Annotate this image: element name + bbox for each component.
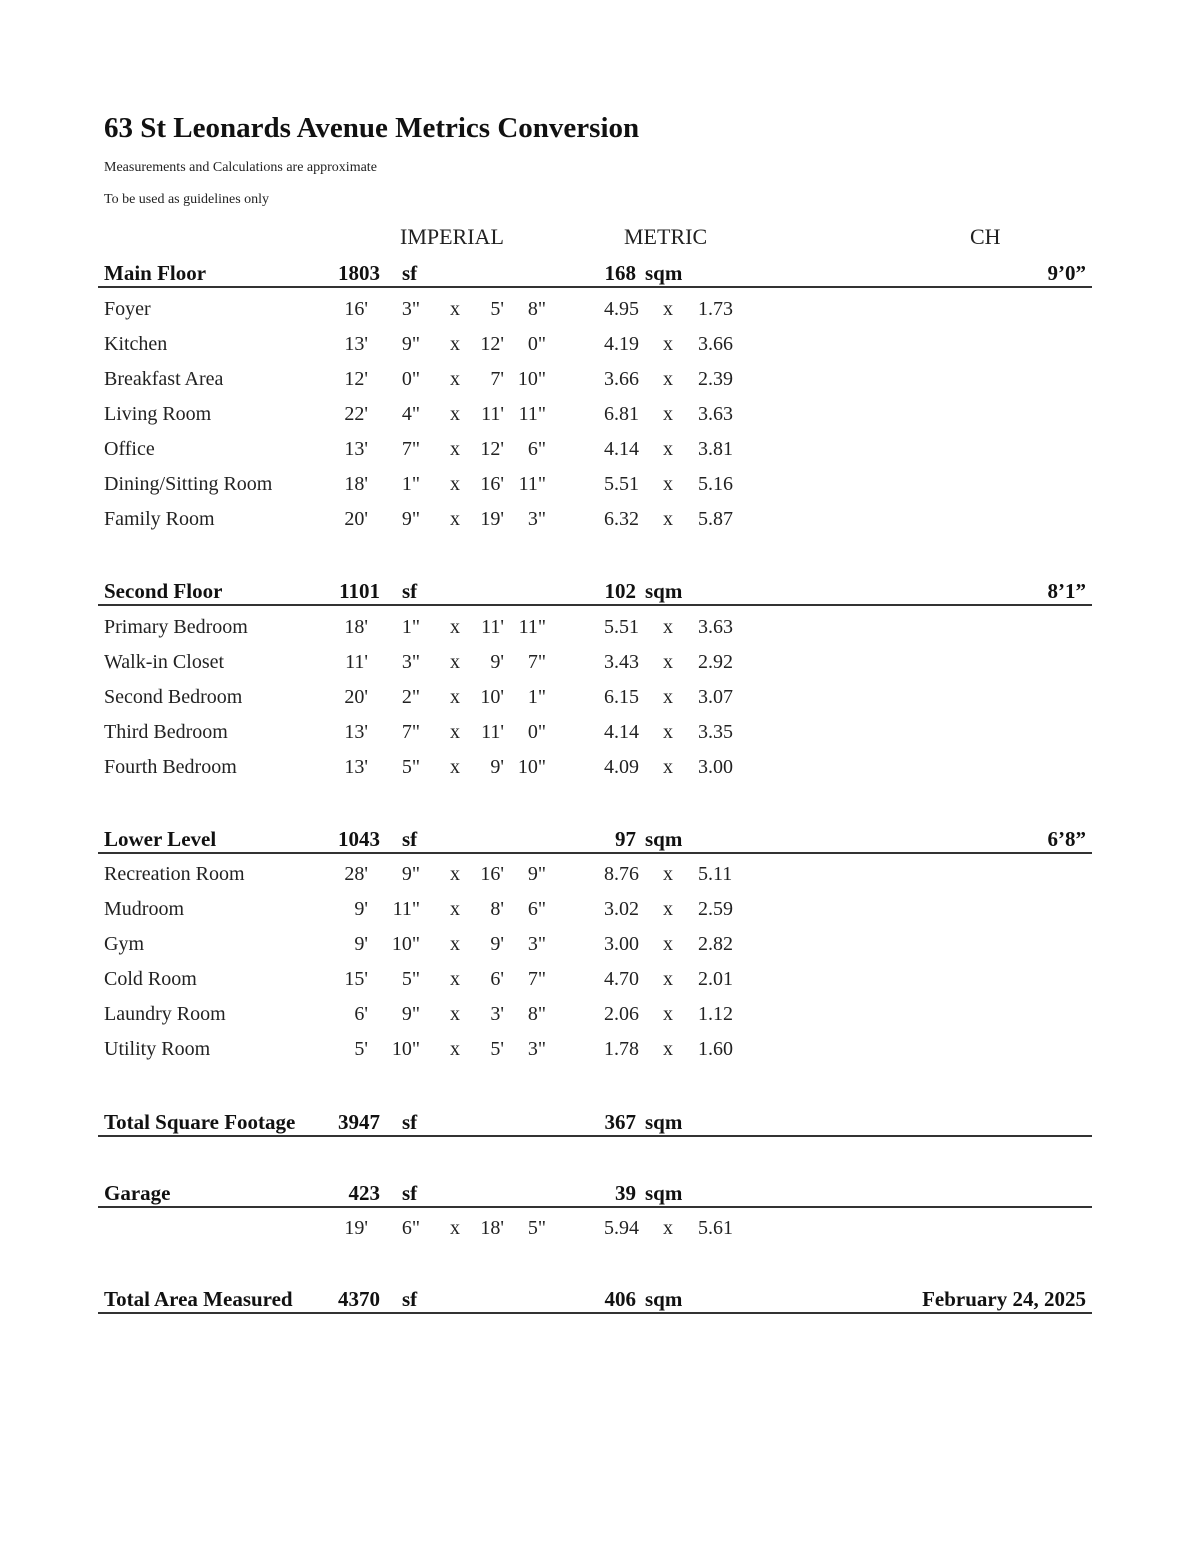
- section-square-feet: 1101: [339, 579, 380, 603]
- square-meters-unit: sqm: [645, 1110, 683, 1134]
- imperial-times: x: [450, 933, 460, 955]
- metric-times: x: [663, 298, 673, 320]
- width-feet: 11': [481, 721, 504, 743]
- room-row: [0, 1215, 1200, 1241]
- metric-length: 4.14: [604, 438, 639, 460]
- length-inches: 3": [401, 298, 420, 320]
- width-inches: 11": [518, 473, 546, 495]
- imperial-times: x: [450, 473, 460, 495]
- width-inches: 3": [527, 933, 546, 955]
- metric-length: 3.00: [604, 933, 639, 955]
- length-feet: 19': [344, 1217, 368, 1239]
- guideline-note: To be used as guidelines only: [104, 192, 270, 207]
- length-feet: 5': [354, 1038, 368, 1060]
- room-row: [0, 684, 1200, 710]
- width-inches: 8": [527, 1003, 546, 1025]
- room-row: [0, 966, 1200, 992]
- square-meters-unit: sqm: [645, 579, 683, 603]
- room-name: Second Bedroom: [104, 686, 243, 708]
- section-title: Total Square Footage: [104, 1110, 296, 1134]
- width-feet: 9': [490, 933, 504, 955]
- metric-width: 2.82: [698, 933, 733, 955]
- metric-width: 3.07: [698, 686, 733, 708]
- length-feet: 20': [344, 686, 368, 708]
- width-inches: 9": [527, 863, 546, 885]
- imperial-times: x: [450, 756, 460, 778]
- room-row: [0, 861, 1200, 887]
- page-title: 63 St Leonards Avenue Metrics Conversion: [104, 112, 640, 144]
- imperial-times: x: [450, 1217, 460, 1239]
- width-feet: 18': [480, 1217, 504, 1239]
- imperial-times: x: [450, 333, 460, 355]
- section-divider: [98, 1135, 1092, 1137]
- room-row: [0, 931, 1200, 957]
- section-title: Total Area Measured: [104, 1287, 293, 1311]
- metric-times: x: [663, 368, 673, 390]
- length-feet: 16': [344, 298, 368, 320]
- length-inches: 9": [401, 508, 420, 530]
- metric-width: 3.81: [698, 438, 733, 460]
- metric-length: 5.94: [604, 1217, 639, 1239]
- section-header: [0, 1109, 1200, 1137]
- section-square-feet: 1803: [338, 261, 380, 285]
- metric-times: x: [663, 616, 673, 638]
- room-name: Office: [104, 438, 155, 460]
- room-name: Gym: [104, 933, 144, 955]
- metric-length: 1.78: [604, 1038, 639, 1060]
- length-inches: 9": [401, 1003, 420, 1025]
- length-inches: 5": [401, 756, 420, 778]
- room-name: Dining/Sitting Room: [104, 473, 273, 495]
- room-name: Mudroom: [104, 898, 184, 920]
- section-divider: [98, 1312, 1092, 1314]
- length-feet: 18': [344, 616, 368, 638]
- square-meters-unit: sqm: [645, 261, 683, 285]
- section-square-meters: 406: [604, 1287, 636, 1311]
- metric-length: 5.51: [604, 473, 639, 495]
- square-feet-unit: sf: [402, 1181, 418, 1205]
- ceiling-height: 8’1”: [1047, 579, 1086, 603]
- section-square-meters: 97: [615, 827, 636, 851]
- room-name: Breakfast Area: [104, 368, 224, 390]
- width-inches: 5": [527, 1217, 546, 1239]
- metric-length: 5.51: [604, 616, 639, 638]
- metric-width: 3.63: [698, 616, 733, 638]
- metric-times: x: [663, 898, 673, 920]
- width-feet: 19': [480, 508, 504, 530]
- width-feet: 10': [480, 686, 504, 708]
- section-header: [0, 1286, 1200, 1314]
- section-square-meters: 367: [604, 1110, 636, 1134]
- metric-length: 3.66: [604, 368, 639, 390]
- metric-width: 5.16: [698, 473, 733, 495]
- section-title: Second Floor: [104, 579, 223, 603]
- metric-width: 3.00: [698, 756, 733, 778]
- length-inches: 7": [401, 721, 420, 743]
- imperial-times: x: [450, 863, 460, 885]
- metric-length: 3.43: [604, 651, 639, 673]
- room-name: Walk-in Closet: [104, 651, 225, 673]
- width-feet: 5': [490, 298, 504, 320]
- room-row: [0, 366, 1200, 392]
- room-name: Recreation Room: [104, 863, 245, 885]
- metric-width: 1.12: [698, 1003, 733, 1025]
- length-feet: 20': [344, 508, 368, 530]
- width-feet: 7': [490, 368, 504, 390]
- width-feet: 11': [481, 403, 504, 425]
- metric-width: 5.11: [698, 863, 733, 885]
- length-inches: 10": [391, 1038, 420, 1060]
- imperial-times: x: [450, 298, 460, 320]
- room-row: [0, 436, 1200, 462]
- metric-width: 2.92: [698, 651, 733, 673]
- metric-length: 3.02: [604, 898, 639, 920]
- width-inches: 11": [518, 616, 546, 638]
- imperial-times: x: [450, 968, 460, 990]
- length-inches: 10": [391, 933, 420, 955]
- imperial-times: x: [450, 686, 460, 708]
- width-inches: 0": [527, 333, 546, 355]
- length-inches: 5": [401, 968, 420, 990]
- length-feet: 18': [344, 473, 368, 495]
- metric-length: 8.76: [604, 863, 639, 885]
- width-feet: 16': [480, 473, 504, 495]
- length-feet: 12': [344, 368, 368, 390]
- measurement-date: February 24, 2025: [922, 1287, 1086, 1311]
- room-row: [0, 1001, 1200, 1027]
- length-feet: 11': [345, 651, 368, 673]
- length-inches: 0": [401, 368, 420, 390]
- section-divider: [98, 604, 1092, 606]
- width-feet: 12': [480, 333, 504, 355]
- metric-times: x: [663, 403, 673, 425]
- metric-length: 4.95: [604, 298, 639, 320]
- room-row: [0, 719, 1200, 745]
- room-name: Cold Room: [104, 968, 197, 990]
- length-inches: 9": [401, 863, 420, 885]
- length-feet: 13': [344, 438, 368, 460]
- metric-times: x: [663, 933, 673, 955]
- section-square-meters: 102: [604, 579, 636, 603]
- room-name: Primary Bedroom: [104, 616, 248, 638]
- room-name: Kitchen: [104, 333, 168, 355]
- width-inches: 6": [527, 898, 546, 920]
- section-square-feet: 423: [348, 1181, 380, 1205]
- metric-width: 3.63: [698, 403, 733, 425]
- metric-width: 1.73: [698, 298, 733, 320]
- imperial-times: x: [450, 651, 460, 673]
- room-name: Fourth Bedroom: [104, 756, 237, 778]
- section-header: [0, 578, 1200, 606]
- section-header: [0, 826, 1200, 854]
- square-meters-unit: sqm: [645, 1181, 683, 1205]
- length-feet: 15': [344, 968, 368, 990]
- square-feet-unit: sf: [402, 1287, 418, 1311]
- metric-times: x: [663, 473, 673, 495]
- section-header: [0, 260, 1200, 288]
- room-row: [0, 614, 1200, 640]
- length-inches: 4": [401, 403, 420, 425]
- room-row: [0, 401, 1200, 427]
- metric-times: x: [663, 508, 673, 530]
- disclaimer-note: Measurements and Calculations are approximate: [104, 160, 377, 175]
- imperial-times: x: [450, 438, 460, 460]
- width-inches: 6": [527, 438, 546, 460]
- section-header: [0, 1180, 1200, 1208]
- section-divider: [98, 286, 1092, 288]
- length-feet: 28': [344, 863, 368, 885]
- metric-width: 2.59: [698, 898, 733, 920]
- metric-column-header: METRIC: [624, 224, 708, 249]
- square-feet-unit: sf: [402, 827, 418, 851]
- room-name: Laundry Room: [104, 1003, 226, 1025]
- metric-times: x: [663, 333, 673, 355]
- metric-length: 4.19: [604, 333, 639, 355]
- length-feet: 9': [354, 933, 368, 955]
- length-feet: 13': [344, 333, 368, 355]
- width-feet: 3': [490, 1003, 504, 1025]
- width-inches: 11": [518, 403, 546, 425]
- metric-times: x: [663, 438, 673, 460]
- length-feet: 6': [354, 1003, 368, 1025]
- room-row: [0, 471, 1200, 497]
- metric-times: x: [663, 968, 673, 990]
- width-feet: 12': [480, 438, 504, 460]
- room-row: [0, 296, 1200, 322]
- length-feet: 22': [344, 403, 368, 425]
- metric-width: 5.61: [698, 1217, 733, 1239]
- metric-length: 6.32: [604, 508, 639, 530]
- metric-times: x: [663, 721, 673, 743]
- metric-length: 6.81: [604, 403, 639, 425]
- width-inches: 0": [527, 721, 546, 743]
- section-square-meters: 168: [604, 261, 636, 285]
- length-inches: 1": [401, 473, 420, 495]
- width-inches: 8": [527, 298, 546, 320]
- section-title: Main Floor: [104, 261, 207, 285]
- width-inches: 10": [517, 368, 546, 390]
- length-inches: 3": [401, 651, 420, 673]
- square-meters-unit: sqm: [645, 1287, 683, 1311]
- metric-length: 6.15: [604, 686, 639, 708]
- metric-width: 3.66: [698, 333, 733, 355]
- ceiling-height: 6’8”: [1047, 827, 1086, 851]
- section-square-feet: 4370: [338, 1287, 380, 1311]
- imperial-times: x: [450, 508, 460, 530]
- ceiling-height: 9’0”: [1047, 261, 1086, 285]
- metric-times: x: [663, 651, 673, 673]
- room-name: Foyer: [104, 298, 151, 320]
- length-inches: 6": [401, 1217, 420, 1239]
- room-row: [0, 331, 1200, 357]
- room-row: [0, 1036, 1200, 1062]
- metric-width: 3.35: [698, 721, 733, 743]
- imperial-times: x: [450, 721, 460, 743]
- metric-times: x: [663, 863, 673, 885]
- width-feet: 5': [490, 1038, 504, 1060]
- width-inches: 3": [527, 508, 546, 530]
- width-inches: 3": [527, 1038, 546, 1060]
- room-name: Third Bedroom: [104, 721, 228, 743]
- width-feet: 8': [490, 898, 504, 920]
- imperial-times: x: [450, 403, 460, 425]
- metric-width: 2.01: [698, 968, 733, 990]
- metric-width: 1.60: [698, 1038, 733, 1060]
- length-inches: 1": [401, 616, 420, 638]
- width-feet: 9': [490, 651, 504, 673]
- section-divider: [98, 1206, 1092, 1208]
- imperial-times: x: [450, 368, 460, 390]
- section-title: Garage: [104, 1181, 171, 1205]
- imperial-column-header: IMPERIAL: [400, 224, 504, 249]
- length-inches: 9": [401, 333, 420, 355]
- imperial-times: x: [450, 1038, 460, 1060]
- section-square-feet: 1043: [338, 827, 380, 851]
- room-row: [0, 506, 1200, 532]
- room-name: Living Room: [104, 403, 212, 425]
- square-feet-unit: sf: [402, 261, 418, 285]
- room-name: Utility Room: [104, 1038, 211, 1060]
- length-inches: 11": [392, 898, 420, 920]
- length-inches: 7": [401, 438, 420, 460]
- width-feet: 6': [490, 968, 504, 990]
- room-row: [0, 896, 1200, 922]
- metric-length: 2.06: [604, 1003, 639, 1025]
- metric-times: x: [663, 1217, 673, 1239]
- room-name: Family Room: [104, 508, 215, 530]
- section-title: Lower Level: [104, 827, 217, 851]
- ceiling-height-column-header: CH: [970, 224, 1001, 249]
- length-feet: 13': [344, 756, 368, 778]
- square-feet-unit: sf: [402, 1110, 418, 1134]
- metric-times: x: [663, 1038, 673, 1060]
- section-square-meters: 39: [615, 1181, 636, 1205]
- imperial-times: x: [450, 616, 460, 638]
- metric-width: 2.39: [698, 368, 733, 390]
- metric-length: 4.14: [604, 721, 639, 743]
- metric-length: 4.09: [604, 756, 639, 778]
- width-inches: 10": [517, 756, 546, 778]
- square-feet-unit: sf: [402, 579, 418, 603]
- length-feet: 9': [354, 898, 368, 920]
- length-inches: 2": [401, 686, 420, 708]
- room-row: [0, 754, 1200, 780]
- metric-times: x: [663, 686, 673, 708]
- width-feet: 11': [481, 616, 504, 638]
- length-feet: 13': [344, 721, 368, 743]
- metric-times: x: [663, 1003, 673, 1025]
- section-square-feet: 3947: [338, 1110, 380, 1134]
- imperial-times: x: [450, 1003, 460, 1025]
- section-divider: [98, 852, 1092, 854]
- width-feet: 9': [490, 756, 504, 778]
- metric-width: 5.87: [698, 508, 733, 530]
- metric-length: 4.70: [604, 968, 639, 990]
- width-inches: 7": [527, 968, 546, 990]
- square-meters-unit: sqm: [645, 827, 683, 851]
- room-row: [0, 649, 1200, 675]
- width-feet: 16': [480, 863, 504, 885]
- width-inches: 1": [527, 686, 546, 708]
- width-inches: 7": [527, 651, 546, 673]
- imperial-times: x: [450, 898, 460, 920]
- metric-times: x: [663, 756, 673, 778]
